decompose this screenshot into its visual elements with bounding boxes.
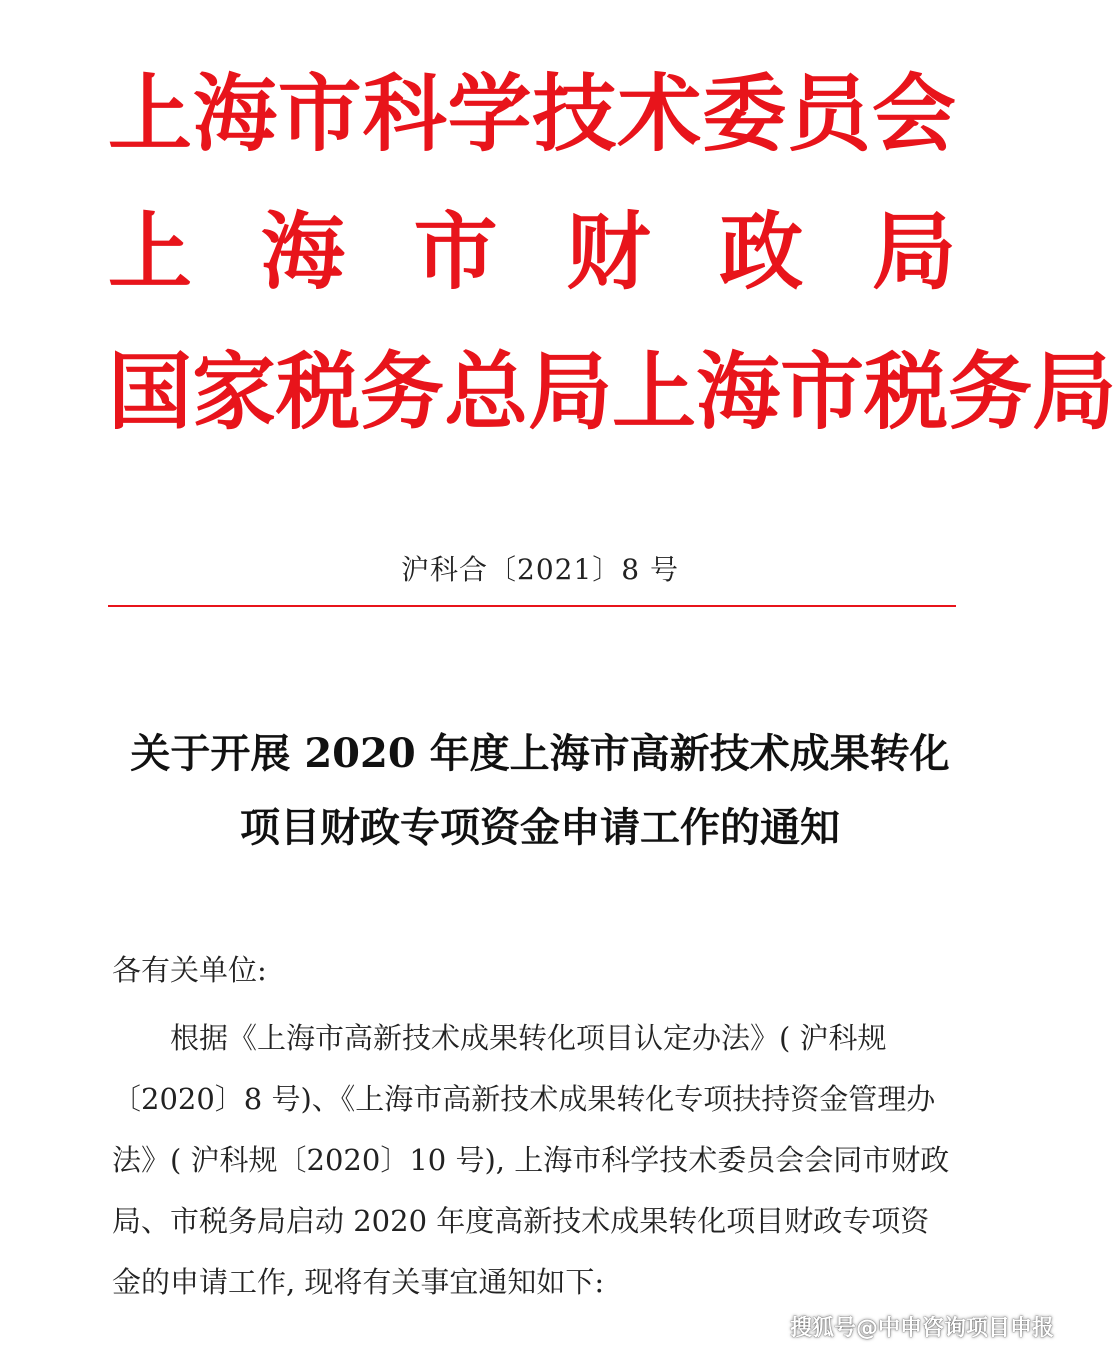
salutation: 各有关单位: (112, 953, 267, 987)
issuer-char: 海 (260, 203, 345, 301)
issuer-char: 会 (871, 65, 956, 163)
issuer-char: 总 (444, 343, 529, 441)
body-line: 局、市税务局启动 2020 年度高新技术成果转化项目财政专项资 (112, 1204, 930, 1238)
body-paragraph (112, 1008, 962, 1313)
issuer-char: 政 (719, 203, 804, 301)
issuer-char: 术 (617, 65, 702, 163)
body-line: 〔2020〕8 号)、《上海市高新技术成果转化专项扶持资金管理办 (112, 1082, 936, 1116)
issuer-char: 财 (566, 203, 651, 301)
issuer-char: 上 (108, 65, 193, 163)
issuer-char: 上 (108, 203, 193, 301)
issuer-char: 市 (413, 203, 498, 301)
issuer-char: 局 (871, 203, 956, 301)
issuer-char: 技 (532, 65, 617, 163)
issuer-char: 员 (787, 65, 872, 163)
body-line: 金的申请工作, 现将有关事宜通知如下: (112, 1265, 605, 1299)
issuer-char: 局 (528, 343, 613, 441)
issuer-char: 国 (108, 343, 193, 441)
issuer-char: 委 (702, 65, 787, 163)
body-line: 法》( 沪科规〔2020〕10 号), 上海市科学技术委员会会同市财政 (112, 1143, 950, 1177)
issuer-line-finance-bureau (108, 203, 956, 301)
issuer-char: 学 (447, 65, 532, 163)
issuer-line-tax-bureau (108, 343, 1116, 441)
issuer-char: 局 (1032, 343, 1116, 441)
issuer-char: 税 (276, 343, 361, 441)
body-line: 根据《上海市高新技术成果转化项目认定办法》( 沪科规 (170, 1021, 887, 1055)
red-divider-line (108, 605, 956, 607)
issuer-char: 市 (277, 65, 362, 163)
issuer-line-science-commission (108, 65, 956, 163)
issuer-char: 科 (362, 65, 447, 163)
issuer-char: 家 (192, 343, 277, 441)
document-number: 沪科合〔2021〕8 号 (401, 553, 679, 586)
issuer-char: 上 (612, 343, 697, 441)
document-title-line-2: 项目财政专项资金申请工作的通知 (240, 804, 840, 851)
source-watermark: 搜狐号@中申咨询项目申报 (789, 1316, 1054, 1341)
issuer-char: 税 (864, 343, 949, 441)
issuer-char: 市 (780, 343, 865, 441)
issuer-char: 务 (948, 343, 1033, 441)
document-title-line-1: 关于开展 2020 年度上海市高新技术成果转化 (130, 730, 950, 777)
issuer-char: 务 (360, 343, 445, 441)
issuer-char: 海 (192, 65, 277, 163)
issuer-char: 海 (696, 343, 781, 441)
